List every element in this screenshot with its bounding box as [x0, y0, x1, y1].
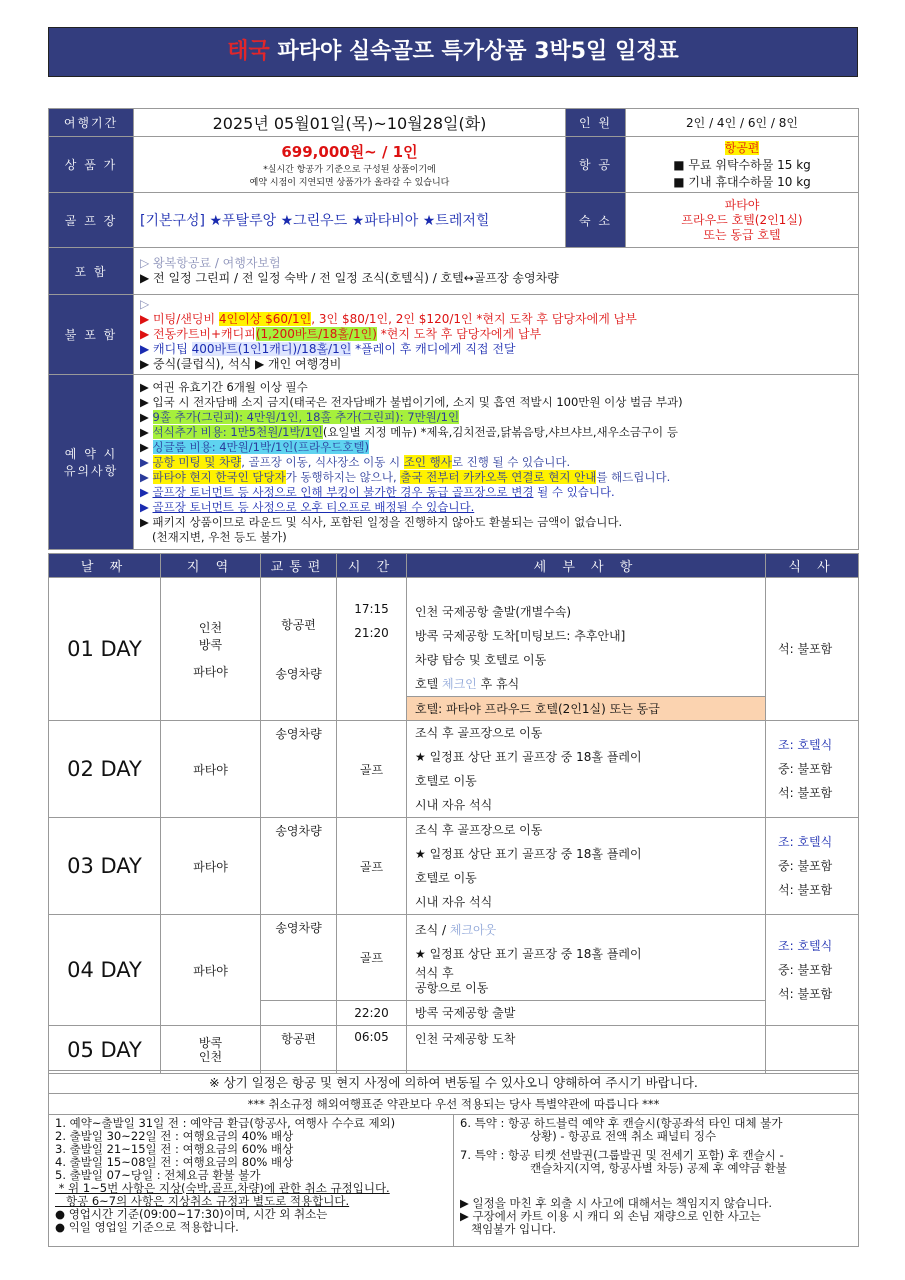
included-label: 포 함 — [49, 248, 134, 295]
day-label: 02 DAY — [49, 721, 161, 818]
term: ● 영업시간 기준(09:00~17:30)이며, 시간 외 취소는 — [55, 1207, 328, 1221]
note: ▶ 여권 유효기간 6개월 이상 필수 — [140, 379, 308, 394]
meals-cell — [766, 915, 859, 1026]
text: *플레이 후 캐디에게 직접 전달 — [351, 342, 516, 356]
meal: 석: 불포함 — [778, 987, 833, 1001]
highlight: 9홀 추가(그린피): 4만원/1인, 18홀 추가(그린피): 7만원/1인 — [152, 409, 460, 424]
highlight: 4인이상 $60/1인 — [218, 312, 312, 326]
air-baggage: ■ 기내 휴대수하물 10 kg — [673, 175, 811, 189]
text: ▶ 캐디팁 — [140, 342, 192, 356]
detail: 시내 자유 석식 — [415, 798, 493, 812]
meals-cell — [766, 818, 859, 915]
text: 체크인 — [442, 677, 477, 691]
hotel-value: 프라우드 호텔(2인1실) — [681, 212, 803, 227]
header-time: 시 간 — [337, 554, 407, 578]
notes-cell — [134, 375, 859, 550]
air-baggage: ■ 무료 위탁수하물 15 kg — [673, 158, 811, 172]
day-row — [49, 721, 859, 818]
day-row — [49, 578, 859, 721]
term: 5. 출발일 07~당일 : 전체요금 환불 불가 — [55, 1168, 261, 1182]
transport-cell — [261, 578, 337, 721]
term: 항공 6~7의 사항은 지상취소 규정과 별도로 적용합니다. — [55, 1194, 350, 1208]
footer-table — [48, 1070, 859, 1247]
term: ● 익일 영업일 기준으로 적용합니다. — [55, 1220, 239, 1234]
day-row — [49, 818, 859, 915]
text: 체크아웃 — [449, 922, 497, 937]
period-value: 2025년 05월01일(목)~10월28일(화) — [134, 109, 566, 137]
highlight: (1,200바트/18홀/1인) — [255, 327, 377, 341]
region: 방콕 — [198, 637, 223, 652]
region: 인천 — [198, 1049, 223, 1064]
price-cell — [134, 137, 566, 193]
highlight: 출국 전부터 카카오톡 연결로 현지 안내 — [400, 469, 597, 484]
note: (천재지변, 우천 등도 불가) — [152, 529, 287, 544]
region: 인천 — [198, 620, 223, 635]
text: 될 수 있습니다. — [533, 484, 615, 499]
day-label: 03 DAY — [49, 818, 161, 915]
detail: ★ 일정표 상단 표기 골프장 중 18홀 플레이 — [415, 946, 642, 961]
label: 유의사항 — [63, 464, 119, 478]
price-note: *실시간 항공가 기준으로 구성된 상품이기에 — [263, 165, 436, 175]
price-note: 예약 시점이 지연되면 상품가가 올라갈 수 있습니다 — [249, 178, 450, 188]
term: ▶ 구장에서 카트 이용 시 캐디 외 손님 재량으로 인한 사고는 — [460, 1209, 761, 1223]
text: *현지 도착 후 담당자에게 납부 — [376, 327, 542, 341]
transport: 송영차량 — [275, 667, 322, 681]
golf-label: 골 프 장 — [49, 193, 134, 248]
term: 7. 특약 : 항공 티켓 선발권(그룹발권 및 전세기 포함) 후 캔슬시 - — [460, 1148, 784, 1162]
detail: 방콕 국제공항 도착[미팅보드: 추후안내] — [415, 629, 626, 643]
detail: 석식 후 — [415, 965, 454, 980]
included-item: ▷ 왕복항공료 / 여행자보험 — [140, 256, 281, 270]
empty-cell — [261, 1001, 337, 1026]
details-cell — [407, 721, 766, 818]
detail: 호텔로 이동 — [415, 774, 477, 788]
text: ▶ 미팅/샌딩비 — [140, 312, 219, 326]
meals-cell — [766, 1026, 859, 1074]
excluded-label: 불 포 함 — [49, 295, 134, 375]
note: ▶ 석식추가 비용: 1만5천원/1박/1인(요일별 지정 메뉴) *제육,김치전골,닭볶음탕,샤브샤브,새우소금구이 등 — [140, 424, 678, 439]
note: ▶ 골프장 토너먼트 등 사정으로 오후 티오프로 배정될 수 있습니다. — [140, 499, 475, 514]
header-meals: 식 사 — [766, 554, 859, 578]
details-cell — [407, 578, 766, 721]
transport: 송영차량 — [261, 915, 337, 1001]
text: 골프장 토너먼트 등 사정으로 오후 티오프로 배정될 수 있습니다. — [152, 499, 475, 514]
cancel-policy-title: *** 취소규정 해외여행표준 약관보다 우선 적용되는 당사 특별약관에 따릅니다 *** — [49, 1094, 859, 1115]
term: ▶ 일정을 마친 후 외출 시 사고에 대해서는 책임지지 않습니다. — [460, 1196, 773, 1210]
header-region: 지 역 — [161, 554, 261, 578]
region: 파타야 — [161, 721, 261, 818]
meal: 조: 호텔식 — [778, 835, 833, 849]
day-row — [49, 915, 859, 1001]
highlight: 공항 미팅 및 차량 — [152, 454, 242, 469]
text: 조식 / — [415, 922, 450, 937]
highlight: 싱글룸 비용: 4만원/1박/1인(프라우드호텔) — [152, 439, 369, 454]
pax-label: 인 원 — [566, 109, 626, 137]
transport: 항공편 — [281, 618, 316, 632]
excluded-item — [140, 342, 852, 357]
detail: 시내 자유 석식 — [415, 895, 493, 909]
excluded-item — [140, 327, 852, 342]
day-label: 05 DAY — [49, 1026, 161, 1074]
detail: 공항으로 이동 — [415, 980, 489, 995]
transport: 항공편 — [261, 1026, 337, 1074]
hotel-label: 숙 소 — [566, 193, 626, 248]
note: ▶ 파타야 현지 한국인 담당자가 동행하지는 않으나, 출국 전부터 카카오톡 연결로 현지 안내를 해드립니다. — [140, 469, 671, 484]
hotel-detail: 호텔: 파타야 프라우드 호텔(2인1실) 또는 동급 — [407, 696, 765, 720]
term: 3. 출발일 21~15일 전 : 여행요금의 60% 배상 — [55, 1142, 294, 1156]
time: 골프 — [337, 915, 407, 1001]
term: 상황) - 항공료 전액 취소 패널티 징수 — [530, 1129, 717, 1143]
highlight: 400바트(1인1캐디)/18홀/1인 — [191, 342, 352, 356]
region-cell — [161, 578, 261, 721]
time-cell — [337, 578, 407, 721]
meal: 중: 불포함 — [778, 963, 833, 977]
text: 호텔 — [415, 677, 442, 691]
term: 6. 특약 : 항공 하드블럭 예약 후 캔슬시(항공좌석 타인 대체 불가 — [460, 1116, 783, 1130]
meals-cell — [766, 721, 859, 818]
region: 파타야 — [193, 664, 228, 679]
text: , 골프장 이동, 식사장소 이동 시 — [241, 454, 404, 469]
transport: 송영차량 — [261, 818, 337, 915]
note: ▶ 싱글룸 비용: 4만원/1박/1인(프라우드호텔) — [140, 439, 369, 454]
excluded-cell — [134, 295, 859, 375]
term: 2. 출발일 30~22일 전 : 여행요금의 40% 배상 — [55, 1129, 294, 1143]
period-label: 여행기간 — [49, 109, 134, 137]
schedule-notice: ※ 상기 일정은 항공 및 현지 사정에 의하여 변동될 수 있사오니 양해하여 주시기 바랍니다. — [49, 1071, 859, 1094]
meal: 조: 호텔식 — [778, 939, 833, 953]
meal: 중: 불포함 — [778, 859, 833, 873]
info-table — [48, 108, 859, 550]
details-cell — [407, 915, 766, 1001]
time: 17:15 — [354, 602, 389, 616]
meal: 석: 불포함 — [778, 642, 833, 656]
price-label: 상 품 가 — [49, 137, 134, 193]
meal: 석: 불포함 — [778, 883, 833, 897]
note: ▶ 패키지 상품이므로 라운드 및 식사, 포함된 일정을 진행하지 않아도 환불되는 금액이 없습니다. — [140, 514, 623, 529]
term: 캔슬차지(지역, 항공사별 차등) 공제 후 예약금 환불 — [530, 1161, 787, 1175]
highlight: 파타야 현지 한국인 담당자 — [152, 469, 286, 484]
header-date: 날 짜 — [49, 554, 161, 578]
meals-cell — [766, 578, 859, 721]
detail — [407, 918, 765, 942]
region: 파타야 — [161, 818, 261, 915]
excluded-item: ▷ — [140, 297, 150, 311]
details-cell — [407, 818, 766, 915]
air-title: 항공편 — [724, 141, 760, 155]
detail: 조식 후 골프장으로 이동 — [415, 726, 543, 740]
text: , 3인 $80/1인, 2인 $120/1인 *현지 도착 후 담당자에게 납부 — [311, 312, 637, 326]
transport: 송영차량 — [261, 721, 337, 818]
note: ▶ 공항 미팅 및 차량, 골프장 이동, 식사장소 이동 시 조인 행사로 진행 될 수 있습니다. — [140, 454, 571, 469]
note: ▶ 9홀 추가(그린피): 4만원/1인, 18홀 추가(그린피): 7만원/1인 — [140, 409, 460, 424]
text: 골프장 토너먼트 등 사정으로 인해 부킹이 불가한 경우 동급 골프장으로 변경 — [152, 484, 534, 499]
pax-value: 2인 / 4인 / 6인 / 8인 — [626, 109, 859, 137]
region: 방콕 — [198, 1035, 223, 1050]
page-title: 태국 파타야 실속골프 특가상품 3박5일 일정표 — [48, 27, 858, 77]
highlight: 조인 행사 — [403, 454, 452, 469]
detail: 인천 국제공항 출발(개별수속) — [415, 605, 572, 619]
details-cell — [407, 1001, 766, 1026]
air-cell — [626, 137, 859, 193]
time: 골프 — [337, 721, 407, 818]
excluded-item: ▶ 중식(클럽식), 석식 ▶ 개인 여행경비 — [140, 357, 342, 371]
schedule-table — [48, 553, 859, 1074]
term: 4. 출발일 15~08일 전 : 여행요금의 80% 배상 — [55, 1155, 294, 1169]
detail: 조식 후 골프장으로 이동 — [415, 823, 543, 837]
detail: 방콕 국제공항 출발 — [415, 1006, 516, 1020]
highlight: 석식추가 비용: 1만5천원/1박/1인 — [152, 424, 323, 439]
term: 1. 예약~출발일 31일 전 : 예약금 환급(항공사, 여행사 수수료 제외) — [55, 1116, 396, 1130]
label: 예 약 시 — [64, 447, 118, 461]
golf-value: [기본구성] ★푸탈루앙 ★그린우드 ★파타비아 ★트레저힐 — [134, 193, 566, 248]
hotel-cell — [626, 193, 859, 248]
excluded-item — [140, 312, 852, 327]
note: ▶ 골프장 토너먼트 등 사정으로 인해 부킹이 불가한 경우 동급 골프장으로 변경 될 수 있습니다. — [140, 484, 615, 499]
meal: 조: 호텔식 — [778, 738, 833, 752]
time: 골프 — [337, 818, 407, 915]
term: 책임불가 입니다. — [460, 1222, 557, 1236]
day-label: 04 DAY — [49, 915, 161, 1026]
note: ▶ 입국 시 전자담배 소지 금지(태국은 전자담배가 불법이기에, 소지 및 흡연 적발시 100만원 이상 벌금 부과) — [140, 394, 683, 409]
included-item: ▶ 전 일정 그린피 / 전 일정 숙박 / 전 일정 조식(호텔식) / 호텔↔골프장 송영차량 — [140, 271, 559, 285]
region-cell — [161, 1026, 261, 1074]
detail: 차량 탑승 및 호텔로 이동 — [415, 653, 547, 667]
text: (요일별 지정 메뉴) *제육,김치전골,닭볶음탕,샤브샤브,새우소금구이 등 — [322, 424, 678, 439]
text: 후 휴식 — [476, 677, 520, 691]
hotel-value: 파타야 — [724, 197, 760, 212]
term: * 위 1~5번 사항은 지상(숙박,골프,차량)에 관한 취소 규정입니다. — [55, 1181, 390, 1195]
cancel-terms-right — [454, 1115, 859, 1247]
text: ▶ 전동카트비+캐디피 — [140, 327, 256, 341]
air-label: 항 공 — [566, 137, 626, 193]
detail: 인천 국제공항 도착 — [407, 1026, 766, 1074]
cancel-terms-left — [49, 1115, 454, 1247]
detail: 호텔로 이동 — [415, 871, 477, 885]
region: 파타야 — [161, 915, 261, 1026]
day-label: 01 DAY — [49, 578, 161, 721]
time: 06:05 — [337, 1026, 407, 1074]
time: 21:20 — [354, 626, 389, 640]
header-details: 세 부 사 항 — [407, 554, 766, 578]
price-value: 699,000원~ / 1인 — [281, 143, 418, 161]
detail — [407, 672, 765, 696]
meal: 석: 불포함 — [778, 786, 833, 800]
detail: ★ 일정표 상단 표기 골프장 중 18홀 플레이 — [415, 750, 642, 764]
notes-label — [49, 375, 134, 550]
day-row — [49, 1026, 859, 1074]
meal: 중: 불포함 — [778, 762, 833, 776]
header-transport: 교통편 — [261, 554, 337, 578]
text: 를 해드립니다. — [596, 469, 671, 484]
included-cell — [134, 248, 859, 295]
text: 로 진행 될 수 있습니다. — [451, 454, 571, 469]
time: 22:20 — [337, 1001, 407, 1026]
detail: ★ 일정표 상단 표기 골프장 중 18홀 플레이 — [415, 847, 642, 861]
text: 가 동행하지는 않으나, — [285, 469, 401, 484]
hotel-value: 또는 동급 호텔 — [703, 227, 781, 242]
